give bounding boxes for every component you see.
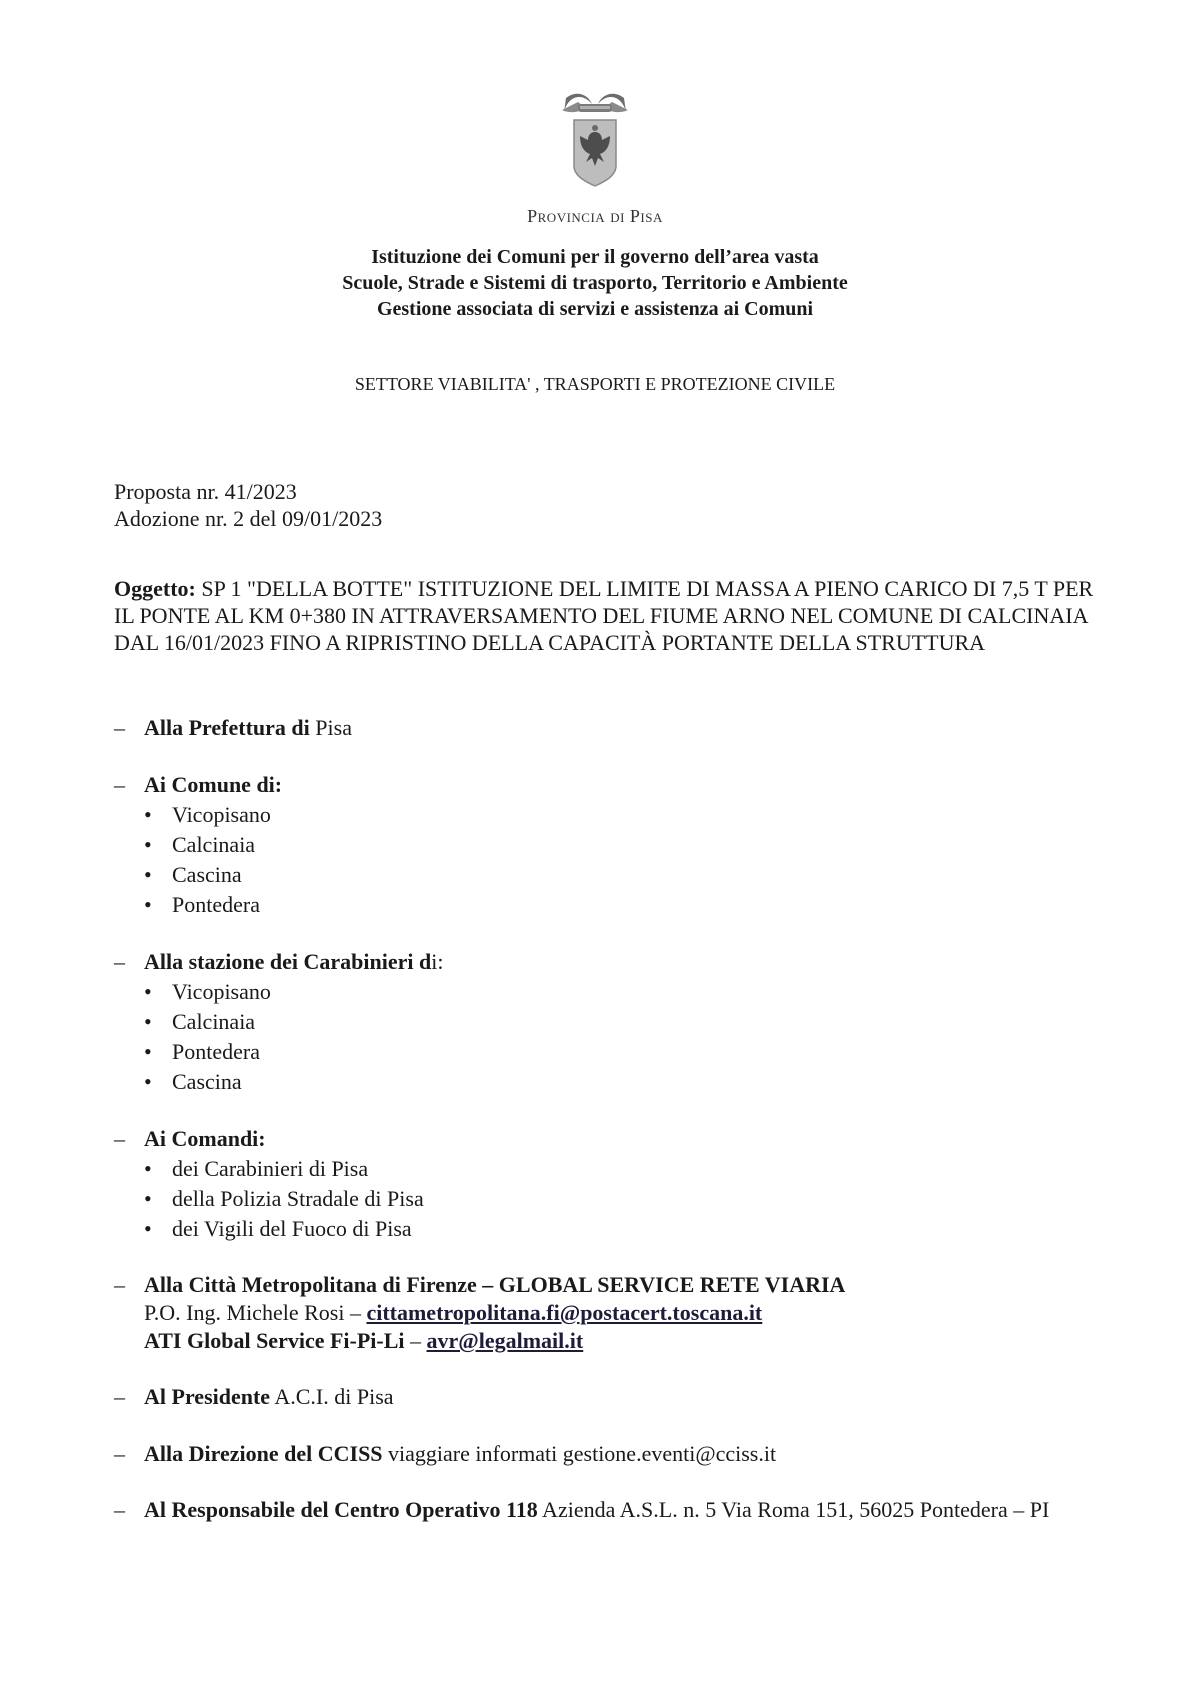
settore-title: SETTORE VIABILITA' , TRASPORTI E PROTEZIONE CIVILE bbox=[354, 374, 836, 394]
carabinieri-list bbox=[144, 977, 1074, 1097]
bullet-icon: • bbox=[144, 979, 152, 1004]
recipient-label: Al Responsabile del Centro Operativo 118 bbox=[144, 1497, 538, 1522]
bullet-icon: • bbox=[144, 1009, 152, 1034]
list-item-text: dei Vigili del Fuoco di Pisa bbox=[172, 1216, 412, 1241]
list-item bbox=[144, 800, 1074, 830]
list-item-text: della Polizia Stradale di Pisa bbox=[172, 1186, 424, 1211]
recipient-text: viaggiare informati gestione.eventi@cciss.it bbox=[382, 1441, 777, 1466]
recipient-text: Pisa bbox=[309, 715, 352, 740]
oggetto-block bbox=[114, 575, 1094, 656]
list-item bbox=[144, 1037, 1074, 1067]
recipient-label: Alla Direzione del CCISS bbox=[144, 1441, 383, 1466]
list-item bbox=[144, 830, 1074, 860]
email-link-cittametropolitana[interactable]: cittametropolitana.fi@postacert.toscana.it bbox=[366, 1300, 763, 1325]
recipient-label: Ai Comandi: bbox=[144, 1126, 266, 1151]
dash-marker: – bbox=[114, 1272, 125, 1297]
comune-list bbox=[144, 800, 1074, 920]
list-item bbox=[144, 860, 1074, 890]
adozione-number: Adozione nr. 2 del 09/01/2023 bbox=[114, 506, 383, 531]
recipient-label: Ai Comune di: bbox=[144, 772, 283, 797]
list-item bbox=[144, 1214, 1074, 1244]
list-item-text: Cascina bbox=[172, 862, 242, 887]
recipient-prefettura bbox=[114, 713, 1074, 743]
bullet-icon: • bbox=[144, 862, 152, 887]
oggetto-text: SP 1 "DELLA BOTTE" ISTITUZIONE DEL LIMITE DI MASSA A PIENO CARICO DI 7,5 T PER IL PONTE AL KM 0+380 IN ATTRAVERSAMENTO DEL FIUME ARNO NEL COMUNE DI CALCINAIA DAL 16/01/2023 FINO A RIPRISTINO DELLA CAPACITÀ PORTANTE DELLA STRUTTURA bbox=[114, 576, 1094, 655]
bullet-icon: • bbox=[144, 1156, 152, 1181]
list-item bbox=[144, 1067, 1074, 1097]
separator: – bbox=[404, 1328, 427, 1353]
recipient-text: A.C.I. di Pisa bbox=[270, 1384, 394, 1409]
list-item bbox=[144, 890, 1074, 920]
list-item-text: dei Carabinieri di Pisa bbox=[172, 1156, 369, 1181]
bullet-icon: • bbox=[144, 1039, 152, 1064]
header-line-1: Istituzione dei Comuni per il governo dell’area vasta bbox=[371, 246, 819, 268]
bullet-icon: • bbox=[144, 1216, 152, 1241]
recipient-firenze bbox=[114, 1271, 1074, 1355]
header-institution-lines bbox=[0, 244, 1190, 322]
recipient-comune bbox=[114, 770, 1074, 920]
organization-name: Provincia di Pisa bbox=[527, 206, 663, 226]
recipient-label: Alla Prefettura di bbox=[144, 715, 310, 740]
email-link-avr[interactable]: avr@legalmail.it bbox=[426, 1328, 584, 1353]
list-item bbox=[144, 977, 1074, 1007]
recipient-label: Alla stazione dei Carabinieri d bbox=[144, 949, 432, 974]
ati-label: ATI Global Service Fi-Pi-Li bbox=[144, 1328, 405, 1353]
dash-marker: – bbox=[114, 1497, 125, 1522]
bullet-icon: • bbox=[144, 1069, 152, 1094]
dash-marker: – bbox=[114, 1441, 125, 1466]
contact-name: P.O. Ing. Michele Rosi – bbox=[144, 1300, 367, 1325]
header-line-2: Scuole, Strade e Sistemi di trasporto, Territorio e Ambiente bbox=[342, 272, 848, 294]
list-item-text: Calcinaia bbox=[172, 1009, 256, 1034]
recipient-cciss bbox=[114, 1439, 1074, 1469]
list-item-text: Calcinaia bbox=[172, 832, 256, 857]
dash-marker: – bbox=[114, 772, 125, 797]
list-item-text: Cascina bbox=[172, 1069, 242, 1094]
list-item bbox=[144, 1007, 1074, 1037]
comandi-list bbox=[144, 1154, 1074, 1244]
recipient-text: Azienda A.S.L. n. 5 Via Roma 151, 56025 Pontedera – PI bbox=[537, 1497, 1050, 1522]
recipient-label: Al Presidente bbox=[144, 1384, 271, 1409]
provincia-di-pisa-emblem-icon bbox=[560, 90, 630, 190]
list-item-text: Vicopisano bbox=[172, 802, 271, 827]
dash-marker: – bbox=[114, 1126, 125, 1151]
bullet-icon: • bbox=[144, 802, 152, 827]
protocol-block bbox=[114, 478, 382, 532]
list-item bbox=[144, 1184, 1074, 1214]
list-item-text: Pontedera bbox=[172, 1039, 260, 1064]
bullet-icon: • bbox=[144, 832, 152, 857]
proposta-number: Proposta nr. 41/2023 bbox=[114, 479, 297, 504]
bullet-icon: • bbox=[144, 892, 152, 917]
recipients-list bbox=[114, 713, 1074, 1524]
list-item-text: Vicopisano bbox=[172, 979, 271, 1004]
recipient-comandi bbox=[114, 1124, 1074, 1244]
recipient-centro-118 bbox=[114, 1496, 1074, 1524]
recipient-carabinieri bbox=[114, 947, 1074, 1097]
header-line-3: Gestione associata di servizi e assistenza ai Comuni bbox=[376, 298, 814, 320]
oggetto-label: Oggetto: bbox=[114, 576, 196, 601]
dash-marker: – bbox=[114, 1384, 125, 1409]
bullet-icon: • bbox=[144, 1186, 152, 1211]
dash-marker: – bbox=[114, 949, 125, 974]
list-item-text: Pontedera bbox=[172, 892, 260, 917]
list-item bbox=[144, 1154, 1074, 1184]
recipient-label: Alla Città Metropolitana di Firenze – GLOBAL SERVICE RETE VIARIA bbox=[144, 1272, 846, 1297]
recipient-aci bbox=[114, 1382, 1074, 1412]
dash-marker: – bbox=[114, 715, 125, 740]
recipient-label-tail: i: bbox=[431, 949, 444, 974]
